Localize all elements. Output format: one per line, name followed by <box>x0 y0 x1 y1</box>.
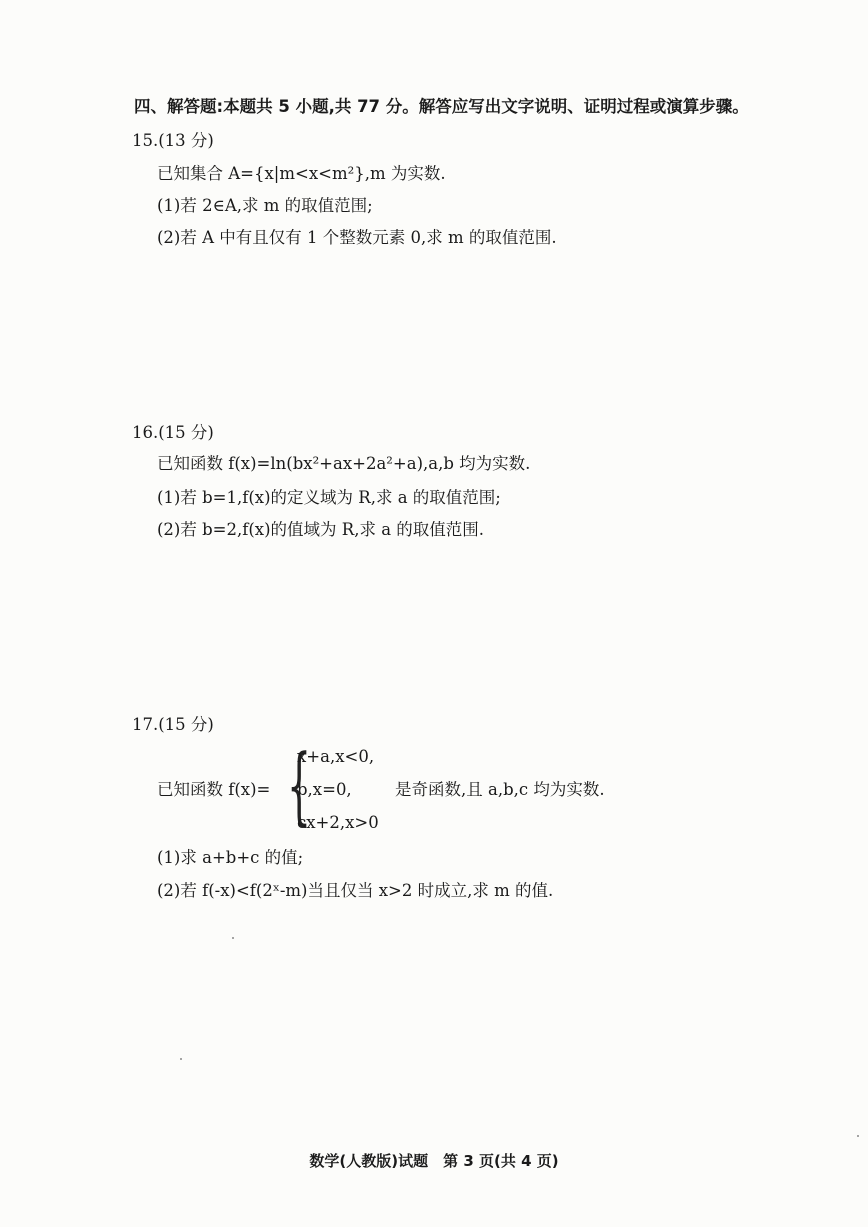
problem-16-part-1: (1)若 b=1,f(x)的定义域为 R,求 a 的取值范围; <box>157 488 501 507</box>
problem-15-statement: 已知集合 A={x|m<x<m²},m 为实数. <box>157 164 446 183</box>
problem-17-part-2: (2)若 f(-x)<f(2ˣ-m)当且仅当 x>2 时成立,求 m 的值. <box>157 881 554 900</box>
problem-15-header: 15.(13 分) <box>132 131 214 150</box>
problem-17-part-1: (1)求 a+b+c 的值; <box>157 848 304 867</box>
piecewise-function <box>157 736 697 835</box>
section-heading: 四、解答题:本题共 5 小题,共 77 分。解答应写出文字说明、证明过程或演算步骤。 <box>134 97 749 116</box>
problem-16-part-2: (2)若 b=2,f(x)的值域为 R,求 a 的取值范围. <box>157 520 485 539</box>
case-zero: b,x=0, <box>297 780 352 799</box>
problem-15-part-2: (2)若 A 中有且仅有 1 个整数元素 0,求 m 的取值范围. <box>157 228 557 247</box>
problem-16-statement: 已知函数 f(x)=ln(bx²+ax+2a²+a),a,b 均为实数. <box>157 454 531 473</box>
problem-16-header: 16.(15 分) <box>132 423 214 442</box>
page-footer: 数学(人教版)试题 第 3 页(共 4 页) <box>309 1152 559 1170</box>
problem-15-part-1: (1)若 2∈A,求 m 的取值范围; <box>157 196 373 215</box>
left-brace: { <box>287 736 312 834</box>
function-tail: 是奇函数,且 a,b,c 均为实数. <box>395 780 605 799</box>
case-positive: cx+2,x>0 <box>297 813 379 832</box>
function-lead: 已知函数 f(x)= <box>157 780 271 799</box>
case-negative: x+a,x<0, <box>297 747 375 766</box>
scan-speck <box>232 937 234 939</box>
scan-speck <box>180 1058 182 1060</box>
scan-speck <box>857 1135 859 1137</box>
problem-17-header: 17.(15 分) <box>132 715 214 734</box>
